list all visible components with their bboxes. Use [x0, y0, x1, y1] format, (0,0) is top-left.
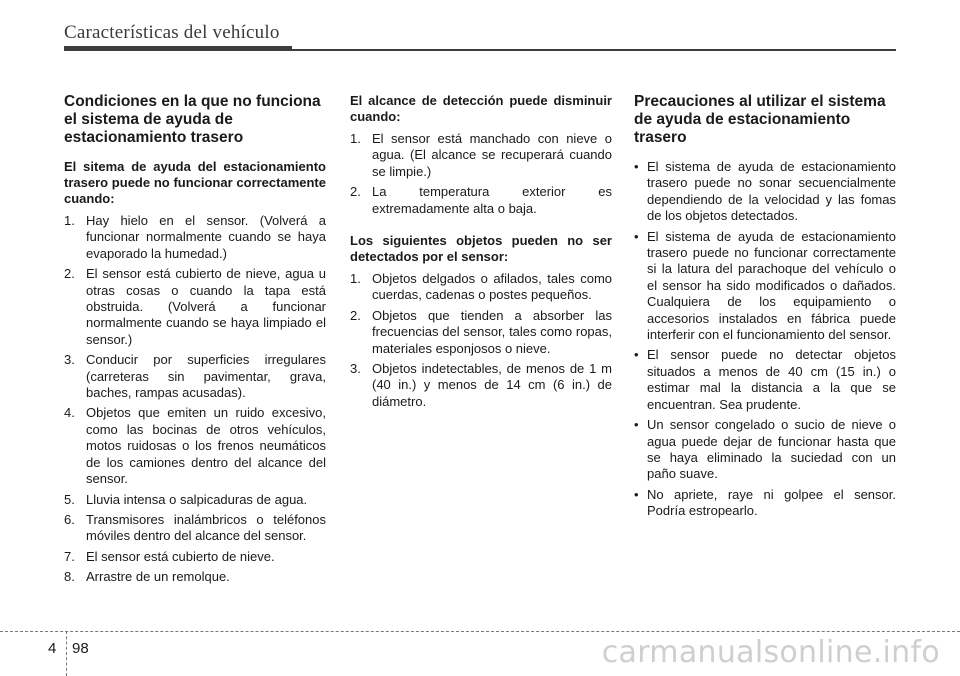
page-header-title: Características del vehículo	[64, 22, 280, 43]
footer-divider	[66, 631, 67, 676]
conditions-intro: El sitema de ayuda del estacionamiento trasero puede no funcionar correctamente cuando:	[64, 159, 326, 206]
header-rule-thick	[64, 46, 292, 51]
column-precautions	[634, 93, 896, 530]
conditions-list	[64, 213, 326, 586]
list-item: • El sensor puede no detectar objetos situados a menos de 40 cm (15 in.) o estimar mal la distancia a la que se encuentran. Sea prudente.	[634, 347, 896, 412]
bullet-icon: •	[634, 486, 639, 502]
section-heading-precautions: Precauciones al utilizar el sistema de ayuda de estacionamiento trasero	[634, 93, 886, 146]
list-item: 7. El sensor está cubierto de nieve.	[64, 548, 275, 564]
watermark: carmanualsonline.info	[601, 635, 940, 670]
detection-range-intro: El alcance de detección puede disminuir cuando:	[350, 93, 612, 124]
list-item: 8. Arrastre de un remolque.	[64, 569, 230, 585]
column-conditions	[64, 93, 326, 596]
undetected-objects-intro: Los siguientes objetos pueden no ser detectados por el sensor:	[350, 233, 612, 265]
list-item: 1. Hay hielo en el sensor. (Volverá a funcionar normalmente cuando se haya evaporado la humedad.)	[64, 213, 326, 261]
bullet-icon: •	[634, 347, 639, 363]
precautions-list	[634, 159, 896, 520]
page-number: 98	[72, 640, 89, 657]
list-item: 4. Objetos que emiten un ruido excesivo, como las bocinas de otros vehículos, motos ruidosas o los frenos neumáticos de los camiones dentro del alcance del sensor.	[64, 405, 326, 487]
chapter-number: 4	[48, 640, 57, 657]
list-item: 6. Transmisores inalámbricos o teléfonos móviles dentro del alcance del sensor.	[64, 511, 326, 544]
list-item: 5. Lluvia intensa o salpicaduras de agua.	[64, 491, 308, 507]
list-item: 2. El sensor está cubierto de nieve, agua u otras cosas o cuando la tapa está obstruida. (Volverá a funcionar normalmente cuando se haya limpiado el sensor.)	[64, 266, 326, 347]
bullet-icon: •	[634, 417, 639, 433]
list-item: 2. Objetos que tienden a absorber las frecuencias del sensor, tales como ropas, materiales esponjosos o nieve.	[350, 307, 612, 356]
list-item: 1. El sensor está manchado con nieve o agua. (El alcance se recuperará cuando se limpie.)	[350, 131, 612, 179]
header-rule-thin	[292, 49, 896, 51]
bullet-icon: •	[634, 228, 639, 244]
list-item: 1. Objetos delgados o afilados, tales como cuerdas, cadenas o postes pequeños.	[350, 271, 612, 303]
detection-range-list	[350, 131, 612, 217]
list-item: • El sistema de ayuda de estacionamiento trasero puede no sonar secuencialmente dependiendo de la velocidad y las fomas de los objetos detectados.	[634, 159, 896, 224]
column-detection	[350, 93, 612, 420]
list-item: 2. La temperatura exterior es extremadamente alta o baja.	[350, 184, 612, 216]
bullet-icon: •	[634, 159, 639, 174]
footer-rule	[0, 631, 960, 632]
list-item: 3. Conducir por superficies irregulares (carreteras sin pavimentar, grava, baches, rampas acusadas).	[64, 352, 326, 401]
list-item: • No apriete, raye ni golpee el sensor. Podría estropearlo.	[634, 486, 896, 519]
section-heading-conditions: Condiciones en la que no funciona el sistema de ayuda de estacionamiento trasero	[64, 93, 321, 146]
list-item: • Un sensor congelado o sucio de nieve o agua puede dejar de funcionar hasta que se haya eliminado la suciedad con un paño suave.	[634, 417, 896, 482]
list-item: • El sistema de ayuda de estacionamiento trasero puede no funcionar correctamente si la latura del parachoque del vehículo o el sensor ha sido modificados o dañados. Cualquiera de los equipamiento o accesorios instalados en fábrica puede interferir con el funcionamiento del sensor.	[634, 228, 896, 343]
list-item: 3. Objetos indetectables, de menos de 1 m (40 in.) y menos de 14 cm (6 in.) de diámetro.	[350, 361, 612, 409]
undetected-objects-list	[350, 271, 612, 410]
